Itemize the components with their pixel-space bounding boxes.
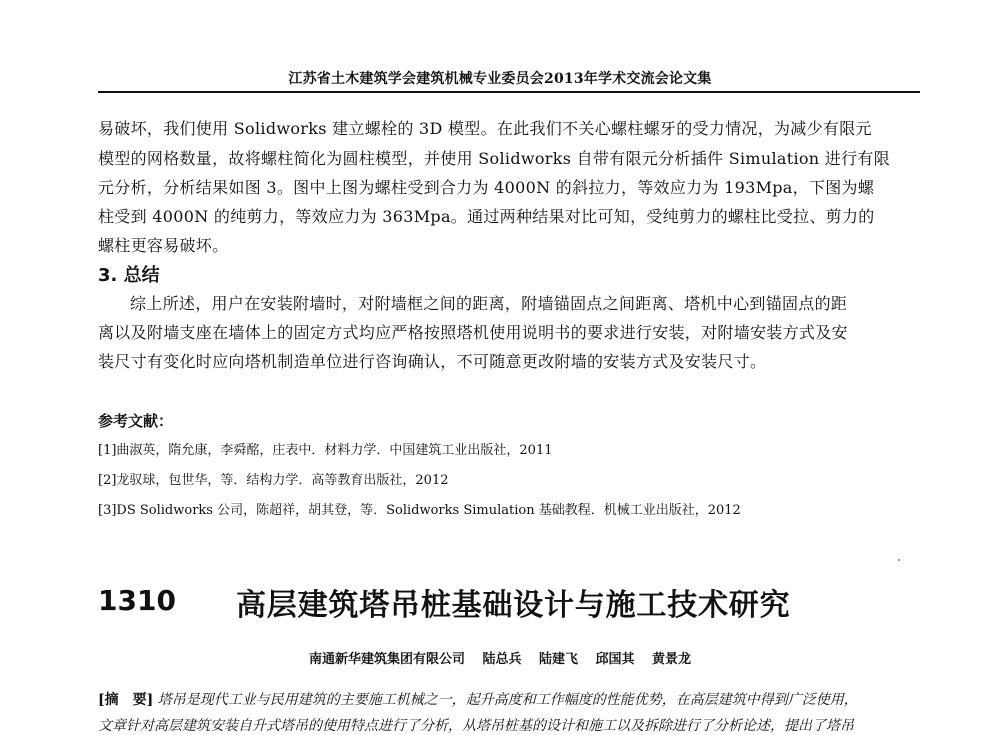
references-heading: 参考文献： — [98, 412, 174, 430]
summary-line: 综上所述，用户在安装附墙时，对附墙框之间的距离，附墙锚固点之间距离、塔机中心到锚固点的距 — [130, 294, 848, 313]
body-line: 元分析，分析结果如图 3。图中上图为螺柱受到合力为 4000N 的斜拉力，等效应力为 193Mpa，下图为螺 — [98, 178, 875, 197]
abstract-line — [98, 689, 858, 709]
abstract-continuation: 文章针对高层建筑安装自升式塔吊的使用特点进行了分析，从塔吊桩基的设计和施工以及拆除进行了分析论述，提出了塔吊 — [98, 718, 854, 734]
article-number: 1310 — [98, 584, 176, 617]
abstract-text: 塔吊是现代工业与民用建筑的主要施工机械之一，起升高度和工作幅度的性能优势，在高层建筑中得到广泛使用， — [157, 692, 858, 708]
body-line: 模型的网格数量，故将螺柱简化为圆柱模型，并使用 Solidworks 自带有限元分析插件 Simulation 进行有限 — [98, 149, 890, 168]
summary-line: 离以及附墙支座在墙体上的固定方式均应严格按照塔机使用说明书的要求进行安装，对附墙安装方式及安 — [98, 323, 848, 342]
running-header: 江苏省土木建筑学会建筑机械专业委员会2013年学术交流会论文集 — [288, 71, 712, 87]
scan-speck — [898, 559, 900, 561]
reference-item: [1]曲淑英，隋允康，李舜酩，庄表中．材料力学．中国建筑工业出版社，2011 — [98, 443, 553, 458]
article-title: 高层建筑塔吊桩基础设计与施工技术研究 — [236, 588, 791, 623]
section-heading: 3. 总结 — [98, 265, 160, 286]
body-line: 易破坏，我们使用 Solidworks 建立螺栓的 3D 模型。在此我们不关心螺柱螺牙的受力情况，为减少有限元 — [98, 119, 872, 138]
body-line: 螺柱更容易破坏。 — [98, 236, 229, 255]
summary-line: 装尺寸有变化时应向塔机制造单位进行咨询确认，不可随意更改附墙的安装方式及安装尺寸。 — [98, 352, 767, 371]
reference-item: [3]DS Solidworks 公司，陈超祥，胡其登，等．Solidworks Simulation 基础教程．机械工业出版社，2012 — [98, 503, 741, 518]
abstract-label: [摘 要] — [98, 692, 154, 708]
body-line: 柱受到 4000N 的纯剪力，等效应力为 363Mpa。通过两种结果对比可知，受纯剪力的螺柱比受拉、剪力的 — [98, 207, 875, 226]
reference-item: [2]龙驭球，包世华，等．结构力学．高等教育出版社，2012 — [98, 473, 449, 488]
authors-line: 南通新华建筑集团有限公司 陆总兵 陆建飞 邱国其 黄景龙 — [308, 652, 692, 667]
header-rule — [98, 91, 920, 93]
